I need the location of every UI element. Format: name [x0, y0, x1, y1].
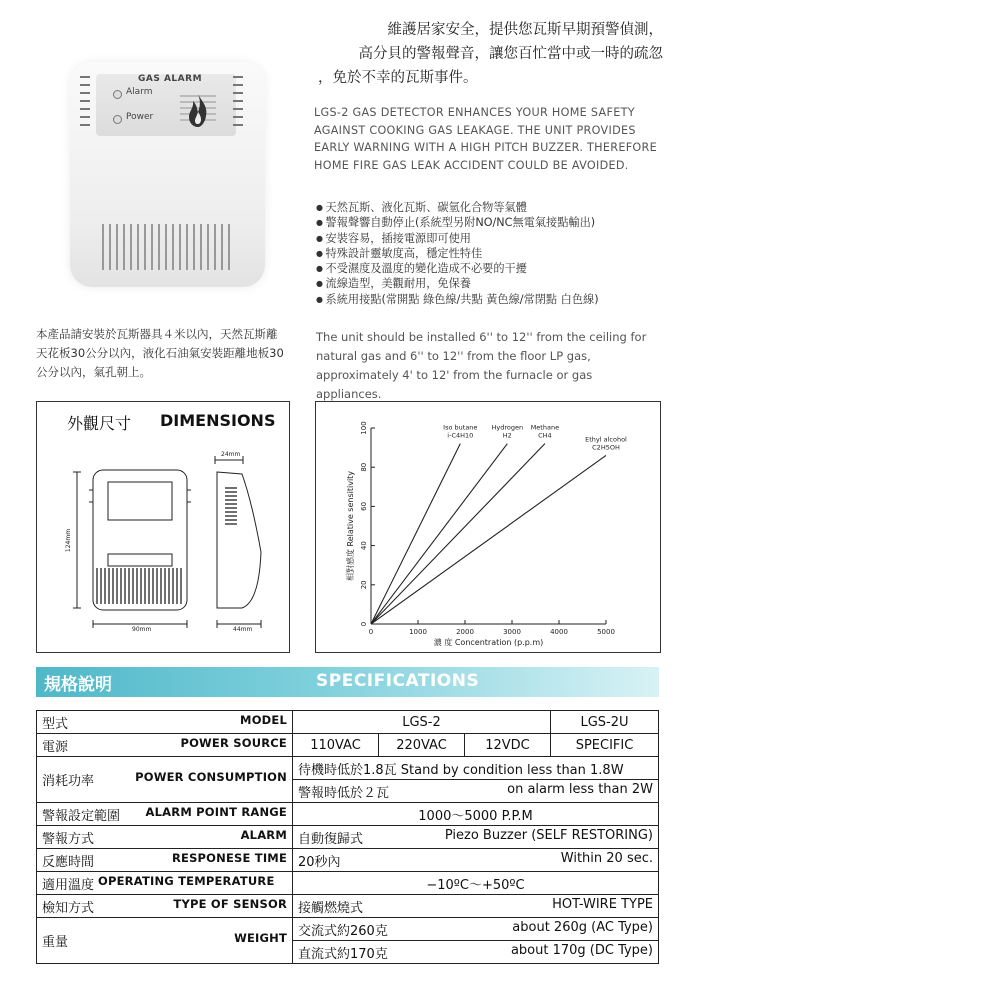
feature-item: ● 流線造型，美觀耐用，免保養: [316, 276, 666, 291]
right-vent: [233, 76, 243, 78]
series-name-label: Hydrogen: [491, 423, 524, 432]
label-zh: 消耗功率: [42, 774, 95, 789]
height-dimension: 124mm: [65, 528, 73, 553]
install-chinese: 本產品請安裝於瓦斯器具４米以內，天然瓦斯離天花板30公分以內，液化石油氣安裝距離地板30公分以內，氣孔朝上。: [36, 327, 284, 379]
label-zh: 適用溫度: [42, 877, 95, 893]
label-en: POWER SOURCE: [180, 735, 287, 750]
right-vent: [233, 92, 243, 94]
y-axis-label: 相對感度 Relative sensitivity: [346, 470, 355, 582]
left-vent: [80, 116, 90, 118]
table-row: [37, 803, 659, 826]
y-tick-label: 40: [360, 541, 368, 551]
value-en: Piezo Buzzer (SELF RESTORING): [444, 827, 653, 843]
alarm-led-icon: [113, 90, 122, 99]
cell-value: LGS-2U: [551, 711, 659, 734]
cell-value: 12VDC: [465, 734, 551, 757]
row-label: [37, 849, 293, 872]
vent-slot: [123, 224, 125, 270]
label-zh: 檢知方式: [42, 900, 95, 916]
cell-value: 1000～5000 P.P.M: [293, 803, 659, 826]
feature-item: ● 系統用接點(常開點 綠色線/共點 黃色線/常閉點 白色線): [316, 292, 666, 307]
cell-value: SPECIFIC: [551, 734, 659, 757]
label-en: ALARM: [240, 827, 287, 842]
vent-slot: [130, 224, 132, 270]
value-en: HOT-WIRE TYPE: [552, 896, 653, 912]
label-zh: 電源: [42, 739, 69, 755]
cell-value: [293, 849, 659, 872]
vent-slot: [179, 224, 181, 270]
row-label: [37, 826, 293, 849]
label-en: RESPONESE TIME: [171, 850, 287, 865]
left-vent: [80, 84, 90, 86]
vent-slot: [137, 224, 139, 270]
table-row: [37, 711, 659, 734]
right-vent: [233, 100, 243, 102]
vent-slot: [193, 224, 195, 270]
row-label: [37, 757, 293, 803]
vent-slot: [158, 224, 160, 270]
left-vent: [80, 76, 90, 78]
vent-slot: [165, 224, 167, 270]
label-zh: 型式: [42, 716, 69, 732]
table-row: [37, 918, 659, 941]
intro-zh-line: 高分貝的警報聲音，讓您百忙當中或一時的疏忽: [358, 46, 663, 62]
value-en: on alarm less than 2W: [507, 781, 653, 797]
label-en: MODEL: [240, 712, 287, 727]
cell-value: [293, 826, 659, 849]
x-axis-label: 濃 度 Concentration (p.p.m): [433, 638, 544, 647]
vent-slot: [144, 224, 146, 270]
power-led-icon: [113, 115, 122, 124]
feature-item: ● 天然瓦斯、液化瓦斯、碳氫化合物等氣體: [316, 200, 666, 215]
x-tick-label: 0: [368, 628, 374, 636]
width-dimension: 90mm: [132, 626, 152, 633]
sensitivity-chart: [316, 402, 660, 652]
cell-value: 待機時低於1.8瓦 Stand by condition less than 1.8W: [293, 757, 659, 780]
cell-value: [293, 780, 659, 803]
feature-item: ● 安裝容易，插接電源即可使用: [316, 231, 666, 246]
row-label: [37, 734, 293, 757]
intro-zh-line: 維護居家安全，提供您瓦斯早期預警偵測，: [387, 22, 663, 38]
x-tick-label: 1000: [409, 628, 427, 636]
flame-icon: [180, 90, 216, 130]
label-zh: 重量: [42, 935, 69, 950]
cell-value: [293, 895, 659, 918]
vent-slot: [221, 224, 223, 270]
feature-item: ● 不受濕度及溫度的變化造成不必要的干擾: [316, 261, 666, 276]
label-zh: 反應時間: [42, 854, 95, 870]
vent-slot: [116, 224, 118, 270]
x-tick-label: 2000: [456, 628, 474, 636]
side-dimension: 44mm: [233, 626, 253, 633]
y-tick-label: 60: [360, 501, 368, 511]
left-vent: [80, 108, 90, 110]
cell-value: [293, 918, 659, 941]
table-row: [37, 872, 659, 895]
intro-chinese: [318, 18, 663, 90]
product-photo: [70, 62, 265, 287]
table-row: [37, 895, 659, 918]
right-vent: [233, 124, 243, 126]
y-tick-label: 100: [360, 421, 368, 435]
cell-value: 220VAC: [379, 734, 465, 757]
table-row: [37, 826, 659, 849]
spec-title-zh: 規格說明: [44, 675, 112, 695]
x-tick-label: 5000: [597, 628, 615, 636]
table-row: [37, 757, 659, 780]
spec-title-en: SPECIFICATIONS: [316, 671, 480, 691]
vent-slot: [228, 224, 230, 270]
row-label: [37, 895, 293, 918]
y-tick-label: 20: [360, 580, 368, 590]
row-label: [37, 711, 293, 734]
sensitivity-chart-panel: [315, 401, 661, 653]
brand-label: GAS ALARM: [138, 74, 203, 84]
vent-slot: [109, 224, 111, 270]
label-en: TYPE OF SENSOR: [173, 896, 287, 911]
series-formula-label: CH4: [538, 431, 552, 440]
dimensions-title-en: DIMENSIONS: [160, 411, 276, 430]
row-label: [37, 918, 293, 964]
label-en: WEIGHT: [234, 931, 287, 945]
dimensions-title-zh: 外觀尺寸: [67, 414, 132, 433]
label-en: ALARM POINT RANGE: [145, 804, 287, 819]
left-vent: [80, 92, 90, 94]
install-english: The unit should be installed 6'' to 12'' from the ceiling for natural gas and 6'' to 12'' from the floor LP gas, approximately 4' to 12' from the furnacle or gas appliances.: [316, 330, 647, 401]
intro-zh-line: ，免於不幸的瓦斯事件。: [318, 70, 478, 86]
dimensions-panel: [36, 401, 290, 653]
y-tick-label: 0: [360, 621, 368, 627]
vent-slot: [102, 224, 104, 270]
label-zh: 警報設定範圍: [42, 808, 121, 824]
value-zh: 直流式約170克: [298, 946, 388, 962]
alarm-led-label: Alarm: [126, 87, 153, 97]
vent-slot: [207, 224, 209, 270]
label-zh: 警報方式: [42, 831, 95, 847]
feature-item: ● 警報聲響自動停止(系統型另附NO/NC無電氣接點輸出): [316, 215, 666, 230]
series-formula-label: H2: [502, 431, 512, 440]
series-line: [371, 444, 545, 624]
value-en: about 260g (AC Type): [512, 919, 653, 935]
power-led-label: Power: [126, 112, 154, 122]
right-vent: [233, 108, 243, 110]
right-vent: [233, 116, 243, 118]
series-line: [371, 444, 507, 624]
x-tick-label: 4000: [550, 628, 568, 636]
row-label: [37, 803, 293, 826]
row-label: [37, 872, 293, 895]
specifications-header: [36, 667, 659, 697]
value-en: about 170g (DC Type): [510, 942, 653, 958]
series-formula-label: i-C4H10: [447, 431, 474, 440]
vent-slot: [151, 224, 153, 270]
table-row: [37, 734, 659, 757]
y-tick-label: 80: [360, 462, 368, 472]
table-row: [37, 849, 659, 872]
series-name-label: Ethyl alcohol: [585, 435, 627, 444]
feature-list: [316, 200, 666, 307]
value-zh: 接觸燃燒式: [298, 900, 364, 916]
value-zh: 20秒內: [298, 854, 341, 870]
specifications-table: [36, 710, 659, 964]
vent-slot: [214, 224, 216, 270]
feature-item: ● 特殊設計靈敏度高，穩定性特佳: [316, 246, 666, 261]
value-en: Within 20 sec.: [560, 850, 653, 866]
x-tick-label: 3000: [503, 628, 521, 636]
left-vent: [80, 124, 90, 126]
cell-value: 110VAC: [293, 734, 379, 757]
value-zh: 自動復歸式: [298, 831, 364, 847]
intro-english: LGS-2 GAS DETECTOR ENHANCES YOUR HOME SAFETY AGAINST COOKING GAS LEAKAGE. THE UNIT PROVIDES EARLY WARNING WITH A HIGH PITCH BUZZER. THEREFORE HOME FIRE GAS LEAK ACCIDENT COULD BE AVOIDED.: [314, 106, 657, 172]
value-zh: 交流式約260克: [298, 923, 388, 939]
label-en: POWER CONSUMPTION: [135, 770, 287, 784]
series-formula-label: C2H5OH: [592, 443, 620, 452]
vent-slot: [200, 224, 202, 270]
label-en: OPERATING TEMPERATURE: [98, 873, 275, 888]
right-vent: [233, 84, 243, 86]
depth-dimension: 24mm: [221, 451, 241, 458]
cell-value: [293, 941, 659, 964]
vent-slot: [172, 224, 174, 270]
dimension-drawing: [37, 402, 289, 652]
cell-value: −10ºC～+50ºC: [293, 872, 659, 895]
left-vent: [80, 100, 90, 102]
cell-value: LGS-2: [293, 711, 551, 734]
series-name-label: Methane: [530, 423, 560, 432]
series-name-label: Iso butane: [443, 423, 478, 432]
series-line: [371, 444, 460, 624]
vent-slot: [186, 224, 188, 270]
value-zh: 警報時低於２瓦: [298, 785, 390, 801]
series-line: [371, 455, 606, 624]
